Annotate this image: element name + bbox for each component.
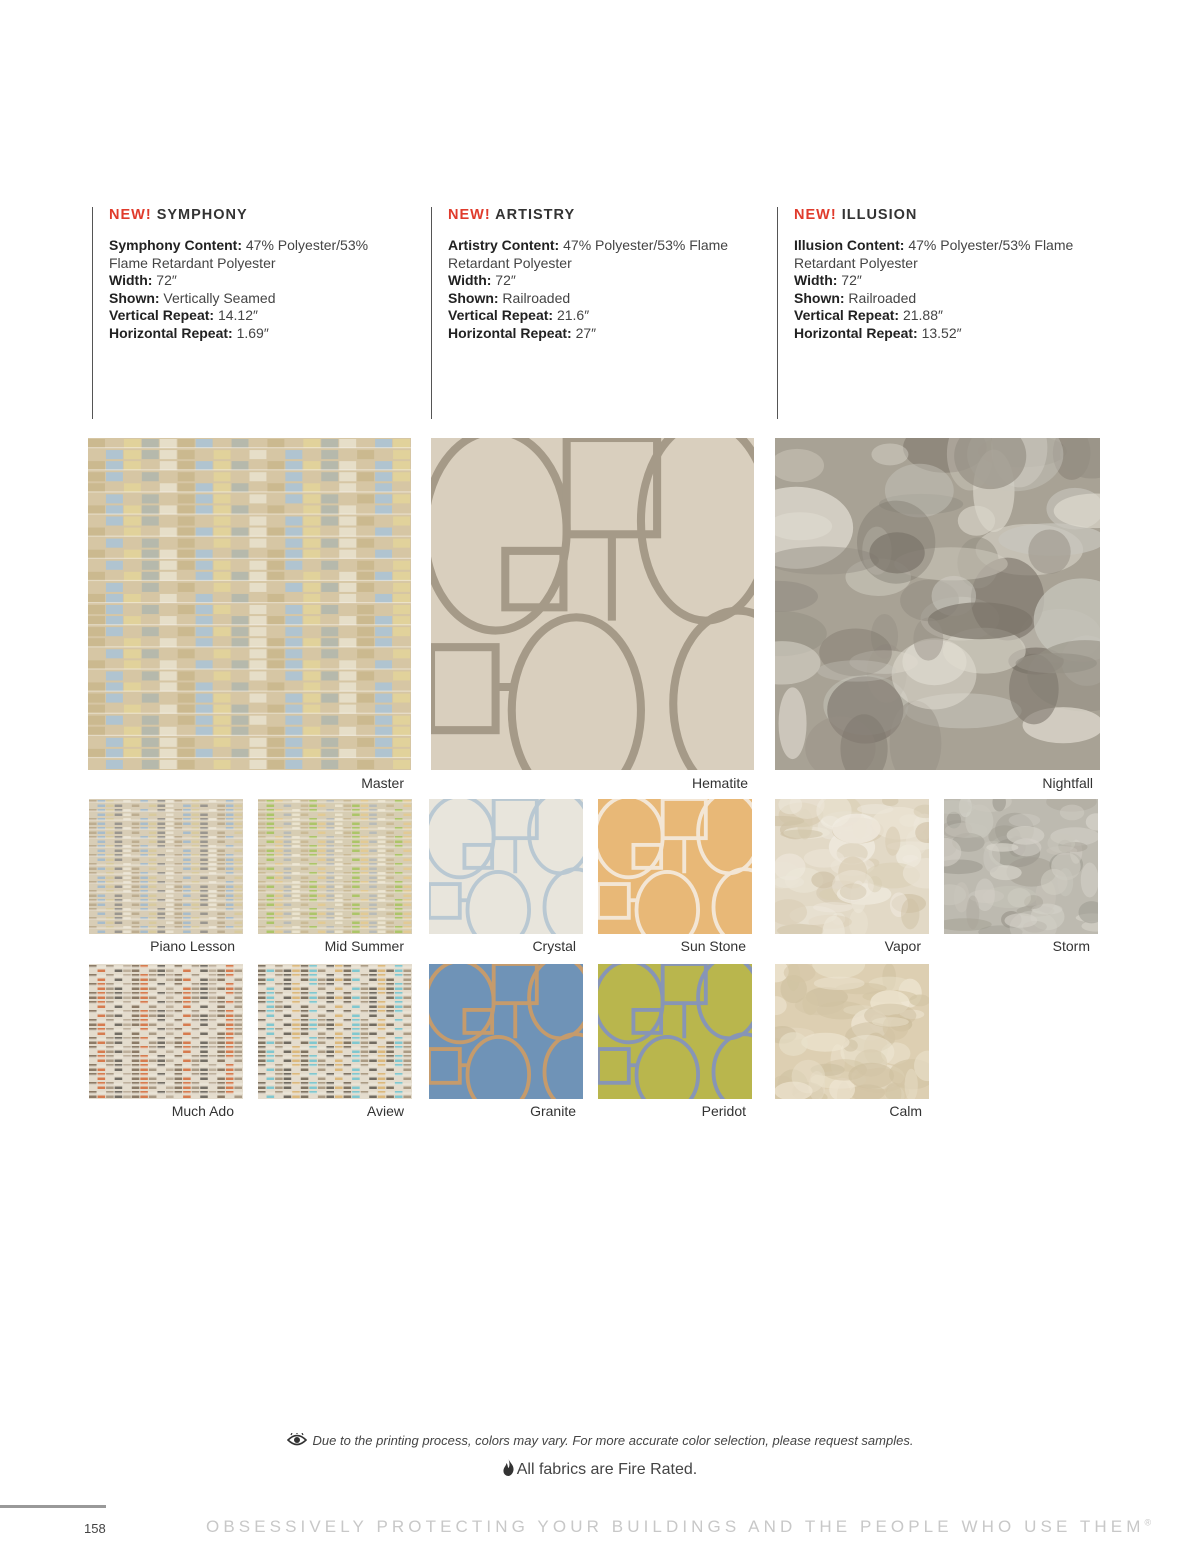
swatch-storm <box>944 799 1098 934</box>
color-disclaimer: Due to the printing process, colors may vary. For more accurate color selection, please request samples. <box>0 1433 1200 1450</box>
spec-horizontal-repeat: Horizontal Repeat: 27″ <box>448 324 597 341</box>
swatch-nightfall <box>775 438 1100 770</box>
product-title: NEW! ILLUSION <box>794 207 918 223</box>
product-spec-symphony <box>92 207 368 419</box>
page-number: 158 <box>84 1521 106 1536</box>
swatch-label-peridot: Peridot <box>701 1103 746 1119</box>
spec-shown: Shown: Railroaded <box>794 289 917 306</box>
swatch-peridot <box>598 964 752 1099</box>
swatch-master <box>88 438 411 770</box>
swatch-mid-summer <box>258 799 412 934</box>
swatch-granite <box>429 964 583 1099</box>
spec-width: Width: 72″ <box>794 272 862 289</box>
swatch-label-granite: Granite <box>530 1103 576 1119</box>
swatch-label-calm: Calm <box>889 1103 922 1119</box>
spec-horizontal-repeat: Horizontal Repeat: 13.52″ <box>794 324 962 341</box>
swatch-vapor <box>775 799 929 934</box>
product-spec-artistry <box>431 207 728 419</box>
swatch-sun-stone <box>598 799 752 934</box>
spec-vertical-repeat: Vertical Repeat: 21.88″ <box>794 307 943 324</box>
swatch-much-ado <box>89 964 243 1099</box>
footer-tagline: OBSESSIVELY PROTECTING YOUR BUILDINGS AND THE PEOPLE WHO USE THEM® <box>206 1517 1152 1536</box>
swatch-label-hematite: Hematite <box>691 775 748 791</box>
spec-shown: Shown: Vertically Seamed <box>109 289 276 306</box>
swatch-label-sun-stone: Sun Stone <box>680 938 746 954</box>
swatch-hematite <box>431 438 754 770</box>
swatch-label-storm: Storm <box>1052 938 1090 954</box>
swatch-label-aview: Aview <box>366 1103 404 1119</box>
spec-shown: Shown: Railroaded <box>448 289 571 306</box>
swatch-label-crystal: Crystal <box>532 938 576 954</box>
spec-content: Artistry Content: 47% Polyester/53% Flame <box>448 237 729 253</box>
spec-vertical-repeat: Vertical Repeat: 21.6″ <box>448 307 590 324</box>
footer-rule <box>0 1505 106 1508</box>
spec-content-cont: Retardant Polyester <box>448 254 572 271</box>
swatch-crystal <box>429 799 583 934</box>
spec-vertical-repeat: Vertical Repeat: 14.12″ <box>109 307 258 324</box>
spec-horizontal-repeat: Horizontal Repeat: 1.69″ <box>109 324 269 341</box>
swatch-label-vapor: Vapor <box>884 938 921 954</box>
swatch-calm <box>775 964 929 1099</box>
spec-width: Width: 72″ <box>109 272 177 289</box>
spec-content: Symphony Content: 47% Polyester/53% <box>109 237 369 253</box>
fire-rated-note: All fabrics are Fire Rated. <box>0 1459 1200 1481</box>
swatch-label-master: Master <box>361 775 404 791</box>
swatch-label-nightfall: Nightfall <box>1042 775 1093 791</box>
swatch-label-piano-lesson: Piano Lesson <box>150 938 235 954</box>
swatch-label-mid-summer: Mid Summer <box>324 938 404 954</box>
product-title: NEW! SYMPHONY <box>109 207 248 223</box>
spec-content-cont: Retardant Polyester <box>794 254 918 271</box>
spec-content: Illusion Content: 47% Polyester/53% Flame <box>794 237 1074 253</box>
product-title: NEW! ARTISTRY <box>448 207 576 223</box>
eye-icon <box>287 1433 307 1450</box>
swatch-label-much-ado: Much Ado <box>171 1103 234 1119</box>
swatch-piano-lesson <box>89 799 243 934</box>
spec-content-cont: Flame Retardant Polyester <box>109 254 276 271</box>
product-spec-illusion <box>777 207 1073 419</box>
swatch-aview <box>258 964 412 1099</box>
flame-icon <box>503 1459 514 1481</box>
spec-width: Width: 72″ <box>448 272 516 289</box>
